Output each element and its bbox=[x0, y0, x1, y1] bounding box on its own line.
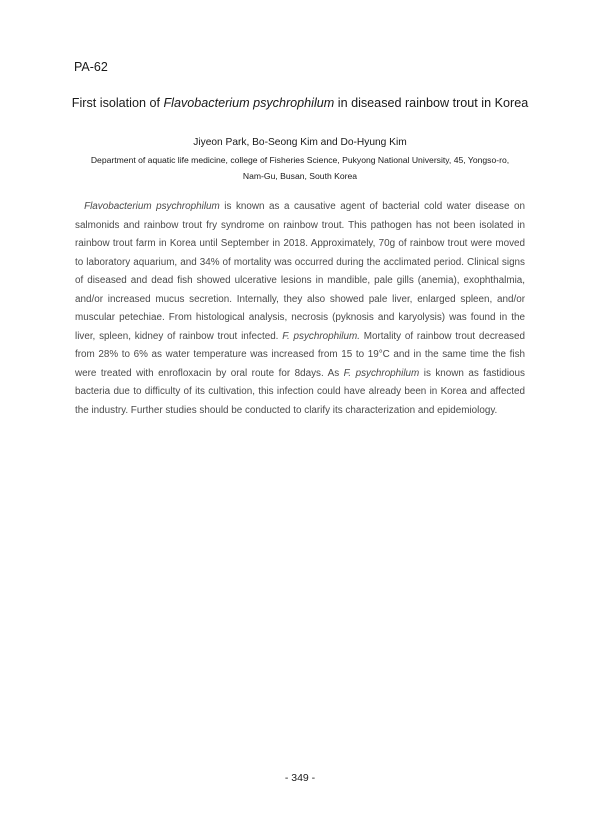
title-suffix: in diseased rainbow trout in Korea bbox=[334, 96, 529, 110]
affiliation-line-2: Nam-Gu, Busan, South Korea bbox=[242, 170, 358, 181]
paper-title bbox=[0, 96, 600, 110]
abstract-text-2: Mortality of rainbow trout decreased from 28% to 6% as water temperature was increased from 15 to 19°C and in the same time the fish were treated with enrofloxacin by oral route for 8days. As bbox=[75, 330, 525, 379]
affiliation bbox=[60, 153, 540, 184]
abstract-text-1: is known as a causative agent of bacterial cold water disease on salmonids and rainbow trout fry syndrome on rainbow trout. This pathogen has not been isolated in rainbow trout farm in Korea until September in 2018. Approximately, 70g of rainbow trout were moved to laboratory aquarium, and 34% of mortality was occurred during the acclimated period. Clinical signs of diseased and dead fish showed ulcerative lesions in mandible, pale gills (anemia), exophthalmia, and/or increased mucus secretion. Internally, they also showed pale liver, enlarged spleen, and/or muscular petechiae. From histological analysis, necrosis (pyknosis and karyolysis) was found in the liver, spleen, kidney of rainbow trout infected. bbox=[75, 201, 525, 342]
abstract-code: PA-62 bbox=[74, 60, 108, 74]
title-prefix: First isolation of bbox=[71, 96, 164, 110]
affiliation-line-1: Department of aquatic life medicine, college of Fisheries Science, Pukyong National University, 45, Yongso-ro, bbox=[90, 155, 510, 165]
abstract-species-name: Flavobacterium psychrophilum bbox=[84, 201, 220, 212]
abstract-text-3: is known as fastidious bacteria due to difficulty of its cultivation, this infection could have already been in Korea and affected the industry. Further studies should be conducted to clarify its characterization and epidemiology. bbox=[75, 367, 525, 416]
abstract-species-abbrev-2: F. psychrophilum bbox=[343, 367, 420, 379]
author-list: Jiyeon Park, Bo-Seong Kim and Do-Hyung Kim bbox=[193, 137, 407, 148]
title-species-name: Flavobacterium psychrophilum bbox=[163, 96, 335, 110]
page-number: - 349 - bbox=[284, 772, 316, 784]
abstract-body bbox=[75, 198, 525, 420]
abstract-species-abbrev-1: F. psychrophilum. bbox=[282, 330, 360, 342]
